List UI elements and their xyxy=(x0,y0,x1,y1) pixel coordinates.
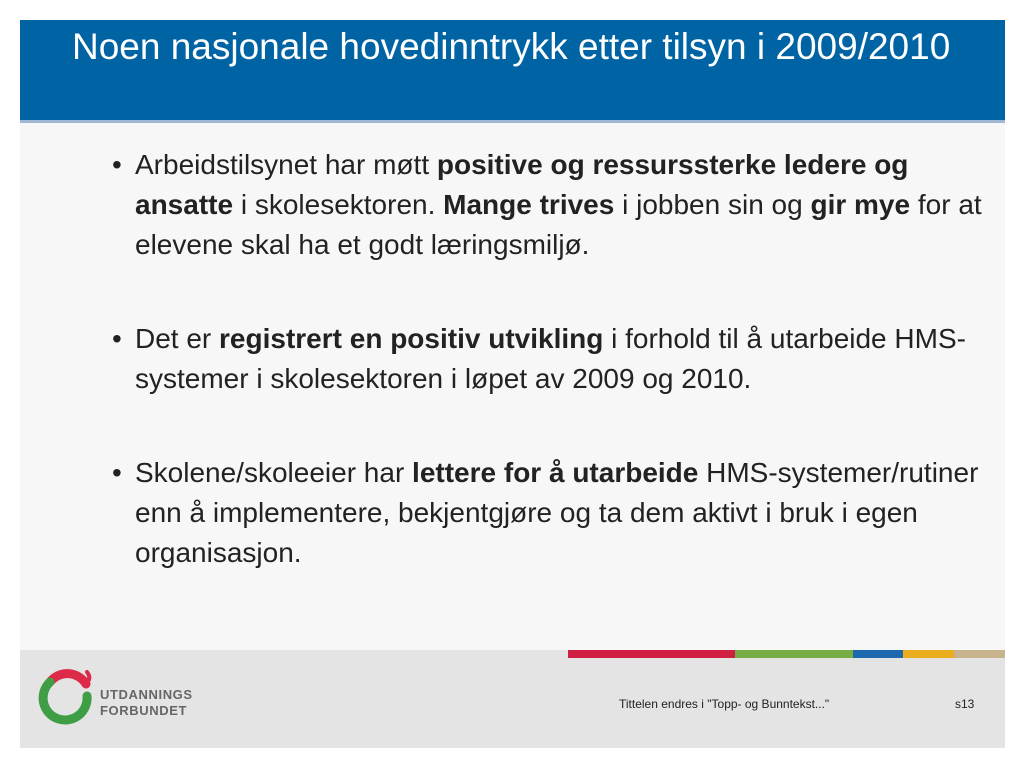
bullet-1-bold-1: positive og ressurssterke ledere og ansatte xyxy=(135,149,909,220)
bullet-3-text-1: Skolene/skoleeier har xyxy=(135,457,413,488)
bullet-1-text-4: for at elevene skal ha et godt læringsmiljø. xyxy=(135,189,982,260)
title-bar xyxy=(20,20,1005,120)
bullet-1-text-1: Arbeidstilsynet har møtt xyxy=(135,149,437,180)
bullet-3-bold-1: lettere for å utarbeide xyxy=(412,457,699,488)
slide-title: Noen nasjonale hovedinntrykk etter tilsyn i 2009/2010 xyxy=(72,26,951,67)
footer-stripe-red xyxy=(568,650,735,658)
bullet-1-text-2: i skolesektoren. xyxy=(233,189,444,220)
bullet-item-2 xyxy=(112,319,992,399)
bullet-2-bold-1: registrert en positiv utvikling xyxy=(219,323,604,354)
footer-stripe-blue xyxy=(853,650,903,658)
footer-text: Tittelen endres i "Topp- og Bunntekst..." xyxy=(619,697,830,711)
footer-stripe-orange xyxy=(903,650,954,658)
bullet-marker: • xyxy=(112,149,122,180)
footer-stripe-tan xyxy=(954,650,1005,658)
bullet-item-1 xyxy=(112,145,992,265)
slide-number: s13 xyxy=(955,697,975,711)
bullet-list xyxy=(112,145,992,627)
footer-stripe-green xyxy=(735,650,853,658)
slide xyxy=(20,20,1005,748)
title-underline xyxy=(20,120,1005,123)
bullet-2-text-2: i forhold til å utarbeide HMS-systemer i skolesektoren i løpet av 2009 og 2010. xyxy=(135,323,966,394)
bullet-item-3 xyxy=(112,453,992,573)
logo-wordmark-line1: UTDANNINGS xyxy=(100,687,193,702)
utdanningsforbundet-logo xyxy=(38,666,218,736)
bullet-2-text-1: Det er xyxy=(135,323,220,354)
bullet-marker: • xyxy=(112,457,122,488)
bullet-1-bold-2: Mange trives xyxy=(443,189,615,220)
logo-wordmark-line2: FORBUNDET xyxy=(100,703,188,718)
bullet-1-bold-3: gir mye xyxy=(810,189,911,220)
logo-ring-icon xyxy=(38,666,94,726)
bullet-1-text-3: i jobben sin og xyxy=(614,189,811,220)
bullet-marker: • xyxy=(112,323,122,354)
bullet-3-text-2: HMS-systemer/rutiner enn å implementere, bekjentgjøre og ta dem aktivt i bruk i egen organisasjon. xyxy=(135,457,979,568)
